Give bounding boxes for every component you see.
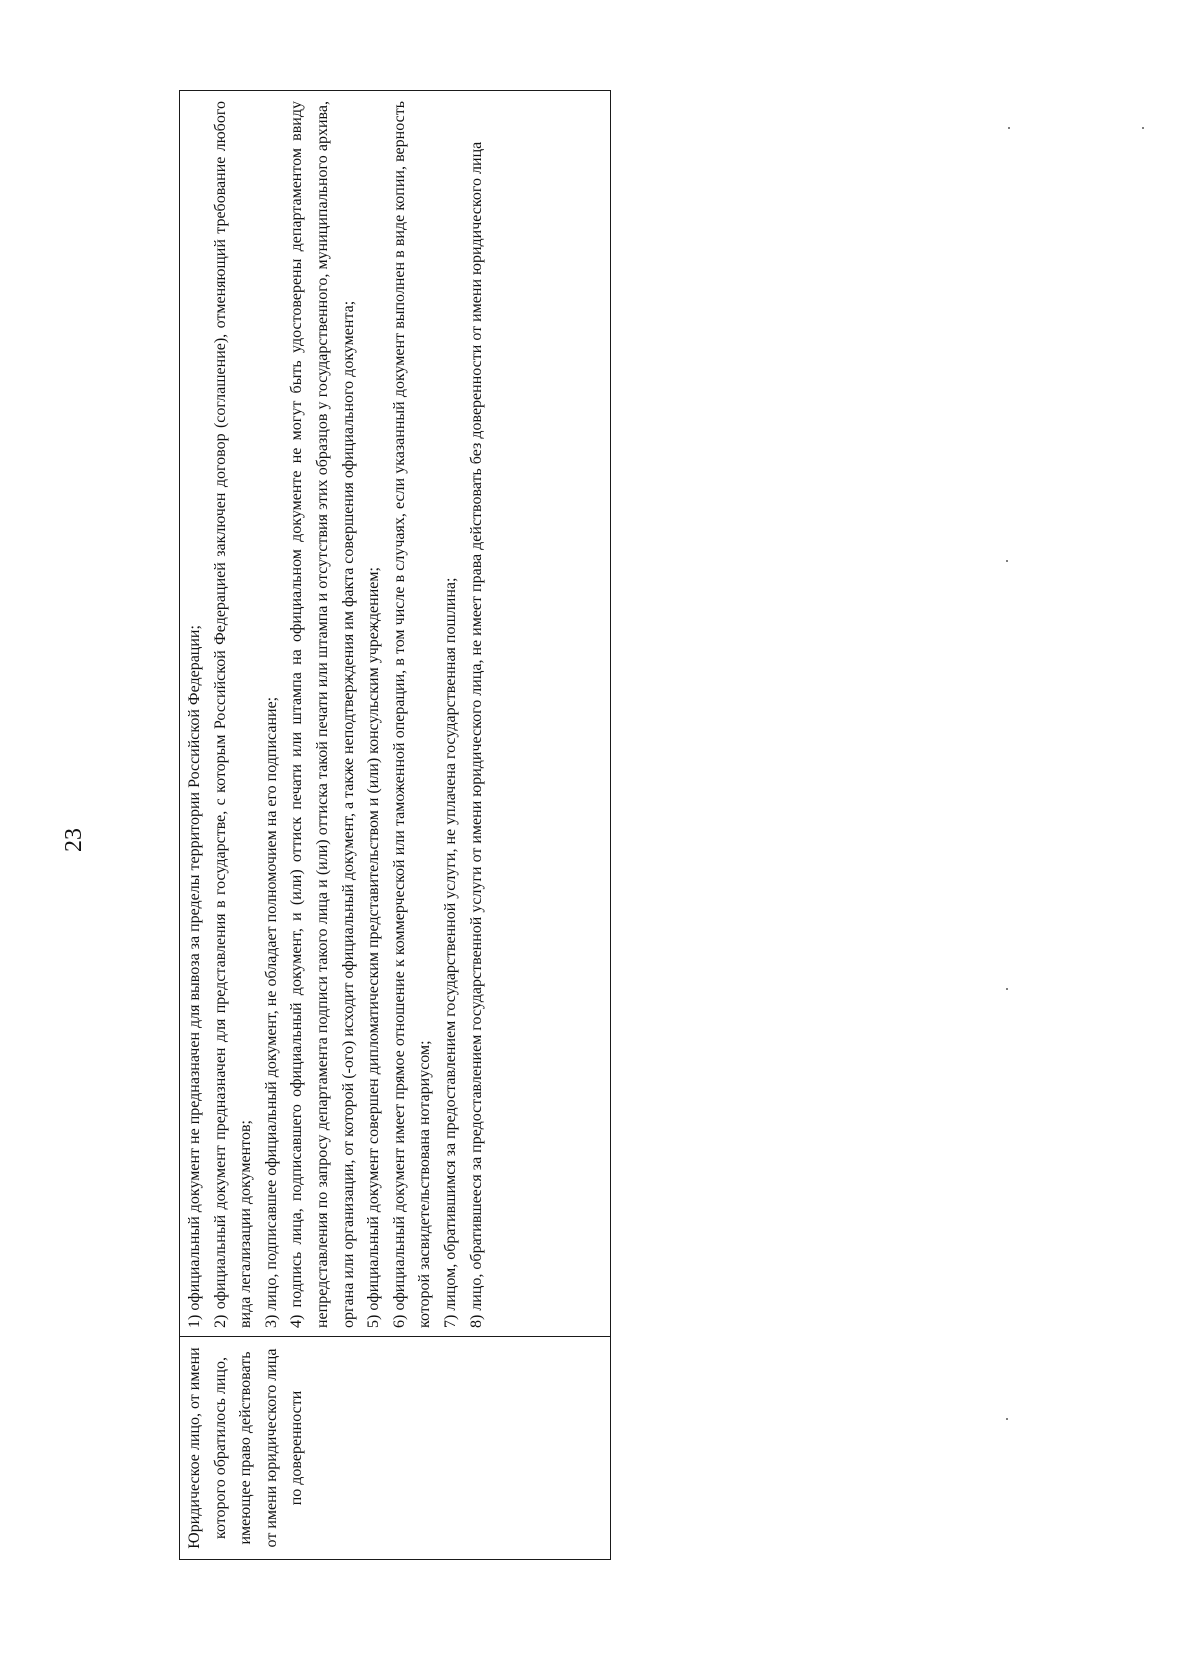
- refusal-ground-item: 7) лицом, обратившимся за предоставлением государственной услуги, не уплачена государственная пошлина;: [441, 577, 459, 1328]
- applicant-category-cell: Юридическое лицо, от имени которого обратилось лицо, имеющее право действовать от имени юридического лица по доверенности: [180, 1336, 610, 1559]
- scan-speck: [1008, 127, 1010, 129]
- refusal-ground-item: 1) официальный документ не предназначен для вывоза за пределы территории Российской Федерации;: [186, 625, 203, 1328]
- scan-speck: [1006, 560, 1008, 562]
- refusal-ground-item: 8) лицо, обратившееся за предоставлением государственной услуги от имени юридического лица, не имеет права действовать без доверенности от имени юридического лица: [467, 141, 485, 1328]
- scan-speck: [1006, 988, 1008, 990]
- page-number: 23: [61, 828, 87, 852]
- refusal-ground-item: 5) официальный документ совершен дипломатическим представительством и (или) консульским учреждением;: [365, 567, 383, 1328]
- refusal-ground-item: 4) подпись лица, подписавшего официальный документ, и (или) оттиск печати или штампа на официальном документе не могут быть удостоверены департаментом ввиду непредставления по запросу департамента подписи такого лица и (или) оттиска такой печати или штампа и отсутствия этих образцов у государственного, муниципального архива, органа или организации, от которой (-ого) исходит официальный документ, а также неподтверждения им факта совершения официального документа;: [288, 101, 357, 1328]
- refusal-ground-item: 3) лицо, подписавшее официальный документ, не обладает полномочием на его подписание;: [262, 696, 280, 1328]
- refusal-ground-item: 6) официальный документ имеет прямое отношение к коммерческой или таможенной операции, в том числе в случаях, если указанный документ выполнен в виде копии, верность которой засвидетельствована нотариусом;: [390, 101, 434, 1328]
- scan-speck: [1142, 127, 1144, 129]
- scan-speck: [1006, 1418, 1008, 1420]
- grounds-table: [179, 90, 611, 1560]
- refusal-ground-item: 2) официальный документ предназначен для представления в государстве, с которым Российской Федерацией заключен договор (соглашение), отменяющий требование любого вида легализации документов;: [211, 101, 255, 1328]
- refusal-grounds-cell: [180, 91, 610, 1336]
